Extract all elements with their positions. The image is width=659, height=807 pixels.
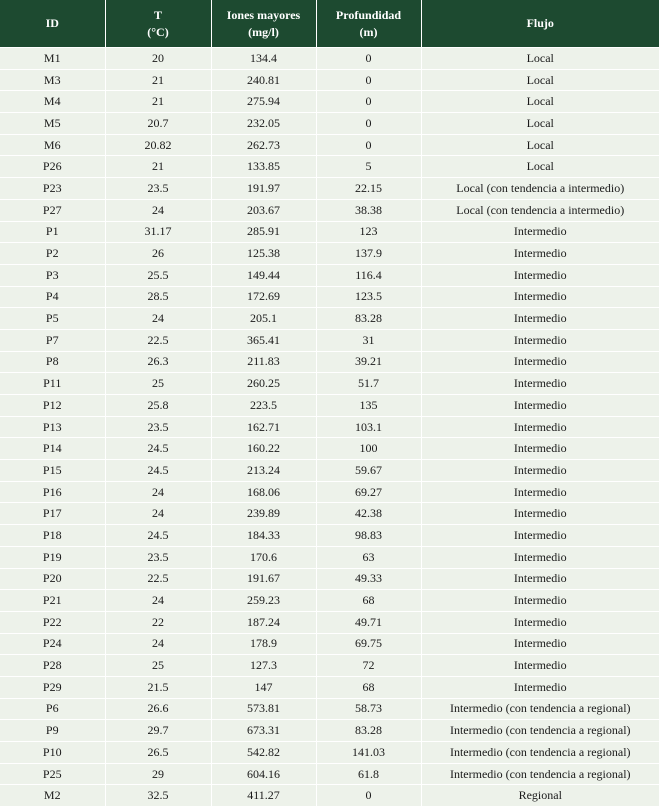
cell-id: P4 [0,286,105,308]
cell-id: P28 [0,655,105,677]
table-row [0,698,659,720]
cell-id: P19 [0,546,105,568]
cell-temperature: 25 [105,655,211,677]
cell-id: M2 [0,785,105,807]
cell-flow: Local [421,91,659,113]
table-row [0,590,659,612]
cell-depth: 49.33 [316,568,421,590]
cell-depth: 116.4 [316,264,421,286]
cell-depth: 38.38 [316,199,421,221]
cell-major-ions: 411.27 [211,785,316,807]
cell-temperature: 24 [105,481,211,503]
cell-id: P5 [0,308,105,330]
cell-temperature: 22.5 [105,568,211,590]
cell-id: P8 [0,351,105,373]
cell-temperature: 25 [105,373,211,395]
cell-id: P7 [0,329,105,351]
table-row [0,525,659,547]
cell-flow: Intermedio (con tendencia a regional) [421,742,659,764]
cell-id: P21 [0,590,105,612]
cell-major-ions: 259.23 [211,590,316,612]
cell-temperature: 23.5 [105,416,211,438]
table-row [0,416,659,438]
cell-depth: 72 [316,655,421,677]
cell-id: P27 [0,199,105,221]
cell-major-ions: 170.6 [211,546,316,568]
cell-major-ions: 285.91 [211,221,316,243]
cell-flow: Intermedio [421,373,659,395]
cell-flow: Intermedio [421,351,659,373]
cell-major-ions: 573.81 [211,698,316,720]
cell-depth: 58.73 [316,698,421,720]
cell-flow: Intermedio [421,416,659,438]
cell-flow: Intermedio [421,286,659,308]
cell-temperature: 24.5 [105,438,211,460]
cell-temperature: 24 [105,308,211,330]
table-row [0,373,659,395]
cell-major-ions: 542.82 [211,742,316,764]
cell-id: P18 [0,525,105,547]
table-row [0,611,659,633]
cell-major-ions: 172.69 [211,286,316,308]
cell-depth: 98.83 [316,525,421,547]
cell-flow: Intermedio [421,264,659,286]
cell-depth: 141.03 [316,742,421,764]
cell-flow: Intermedio (con tendencia a regional) [421,763,659,785]
cell-major-ions: 365.41 [211,329,316,351]
cell-temperature: 24 [105,633,211,655]
cell-flow: Intermedio [421,221,659,243]
cell-id: P29 [0,676,105,698]
cell-flow: Intermedio [421,395,659,417]
cell-flow: Intermedio [421,676,659,698]
cell-flow: Intermedio (con tendencia a regional) [421,720,659,742]
header-depth: Profundidad (m) [316,0,421,48]
cell-depth: 22.15 [316,178,421,200]
table-row [0,438,659,460]
cell-id: P25 [0,763,105,785]
cell-depth: 61.8 [316,763,421,785]
cell-id: P24 [0,633,105,655]
cell-depth: 123.5 [316,286,421,308]
cell-depth: 63 [316,546,421,568]
cell-major-ions: 604.16 [211,763,316,785]
cell-depth: 0 [316,91,421,113]
cell-temperature: 20.82 [105,134,211,156]
cell-flow: Local [421,69,659,91]
cell-temperature: 31.17 [105,221,211,243]
cell-flow: Intermedio [421,503,659,525]
cell-temperature: 24 [105,503,211,525]
header-row [0,0,659,48]
cell-temperature: 24 [105,199,211,221]
table-row [0,308,659,330]
cell-temperature: 26.3 [105,351,211,373]
cell-major-ions: 162.71 [211,416,316,438]
table-row [0,633,659,655]
cell-temperature: 28.5 [105,286,211,308]
cell-id: P14 [0,438,105,460]
cell-depth: 49.71 [316,611,421,633]
cell-flow: Intermedio [421,655,659,677]
cell-major-ions: 240.81 [211,69,316,91]
cell-id: P11 [0,373,105,395]
cell-depth: 42.38 [316,503,421,525]
cell-flow: Intermedio [421,438,659,460]
cell-depth: 83.28 [316,308,421,330]
cell-temperature: 29 [105,763,211,785]
cell-temperature: 20.7 [105,113,211,135]
cell-depth: 0 [316,785,421,807]
cell-flow: Local [421,134,659,156]
cell-major-ions: 133.85 [211,156,316,178]
cell-temperature: 21 [105,69,211,91]
cell-temperature: 22 [105,611,211,633]
cell-major-ions: 134.4 [211,48,316,70]
header-flow: Flujo [421,0,659,48]
cell-id: P17 [0,503,105,525]
header-major-ions: Iones mayores (mg/l) [211,0,316,48]
cell-major-ions: 275.94 [211,91,316,113]
cell-temperature: 21 [105,91,211,113]
cell-id: P20 [0,568,105,590]
cell-flow: Intermedio [421,546,659,568]
table-row [0,655,659,677]
cell-id: P15 [0,460,105,482]
cell-temperature: 24.5 [105,460,211,482]
table-row [0,286,659,308]
table-row [0,199,659,221]
cell-flow: Local [421,156,659,178]
cell-major-ions: 184.33 [211,525,316,547]
cell-major-ions: 211.83 [211,351,316,373]
cell-major-ions: 160.22 [211,438,316,460]
cell-id: P13 [0,416,105,438]
cell-flow: Intermedio [421,611,659,633]
cell-flow: Intermedio [421,481,659,503]
cell-depth: 83.28 [316,720,421,742]
table-row [0,568,659,590]
cell-id: M1 [0,48,105,70]
cell-temperature: 24 [105,590,211,612]
cell-major-ions: 125.38 [211,243,316,265]
cell-flow: Intermedio [421,633,659,655]
cell-depth: 0 [316,69,421,91]
cell-id: P9 [0,720,105,742]
cell-depth: 123 [316,221,421,243]
table-body [0,48,659,807]
cell-temperature: 32.5 [105,785,211,807]
cell-id: M4 [0,91,105,113]
cell-flow: Local [421,48,659,70]
cell-major-ions: 223.5 [211,395,316,417]
cell-major-ions: 191.97 [211,178,316,200]
cell-depth: 59.67 [316,460,421,482]
cell-major-ions: 168.06 [211,481,316,503]
cell-depth: 100 [316,438,421,460]
cell-temperature: 21.5 [105,676,211,698]
cell-major-ions: 191.67 [211,568,316,590]
cell-depth: 51.7 [316,373,421,395]
cell-temperature: 24.5 [105,525,211,547]
cell-depth: 137.9 [316,243,421,265]
table-row [0,785,659,807]
cell-flow: Intermedio [421,243,659,265]
cell-flow: Intermedio [421,329,659,351]
cell-id: P16 [0,481,105,503]
cell-depth: 5 [316,156,421,178]
cell-temperature: 23.5 [105,178,211,200]
cell-depth: 31 [316,329,421,351]
cell-flow: Local (con tendencia a intermedio) [421,178,659,200]
cell-major-ions: 178.9 [211,633,316,655]
cell-major-ions: 213.24 [211,460,316,482]
cell-flow: Intermedio [421,590,659,612]
header-temperature: T (°C) [105,0,211,48]
cell-id: P2 [0,243,105,265]
cell-major-ions: 127.3 [211,655,316,677]
table-row [0,329,659,351]
table-row [0,243,659,265]
cell-id: P6 [0,698,105,720]
cell-id: M3 [0,69,105,91]
cell-id: P3 [0,264,105,286]
cell-depth: 0 [316,48,421,70]
cell-depth: 0 [316,113,421,135]
table-row [0,264,659,286]
table-row [0,481,659,503]
cell-major-ions: 149.44 [211,264,316,286]
cell-id: P10 [0,742,105,764]
table-row [0,48,659,70]
cell-depth: 103.1 [316,416,421,438]
cell-temperature: 23.5 [105,546,211,568]
cell-major-ions: 673.31 [211,720,316,742]
cell-temperature: 29.7 [105,720,211,742]
cell-flow: Local [421,113,659,135]
cell-flow: Regional [421,785,659,807]
cell-depth: 69.27 [316,481,421,503]
cell-depth: 68 [316,676,421,698]
cell-major-ions: 187.24 [211,611,316,633]
cell-major-ions: 260.25 [211,373,316,395]
cell-major-ions: 205.1 [211,308,316,330]
cell-flow: Intermedio [421,460,659,482]
cell-temperature: 26.5 [105,742,211,764]
cell-flow: Intermedio [421,308,659,330]
cell-depth: 39.21 [316,351,421,373]
table-row [0,460,659,482]
cell-depth: 0 [316,134,421,156]
table-row [0,156,659,178]
cell-id: P1 [0,221,105,243]
table-row [0,676,659,698]
table-row [0,763,659,785]
cell-major-ions: 262.73 [211,134,316,156]
cell-major-ions: 203.67 [211,199,316,221]
cell-depth: 69.75 [316,633,421,655]
table-row [0,91,659,113]
cell-temperature: 21 [105,156,211,178]
cell-id: M5 [0,113,105,135]
cell-major-ions: 239.89 [211,503,316,525]
table-row [0,546,659,568]
cell-flow: Local (con tendencia a intermedio) [421,199,659,221]
cell-id: P26 [0,156,105,178]
cell-major-ions: 232.05 [211,113,316,135]
table-row [0,113,659,135]
table-row [0,742,659,764]
header-id: ID [0,0,105,48]
cell-id: P22 [0,611,105,633]
cell-id: P23 [0,178,105,200]
table-row [0,134,659,156]
cell-temperature: 25.8 [105,395,211,417]
table-row [0,720,659,742]
cell-temperature: 20 [105,48,211,70]
cell-id: P12 [0,395,105,417]
cell-id: M6 [0,134,105,156]
cell-temperature: 26.6 [105,698,211,720]
table-row [0,221,659,243]
cell-flow: Intermedio [421,568,659,590]
cell-temperature: 26 [105,243,211,265]
table-header [0,0,659,48]
table-row [0,351,659,373]
cell-depth: 68 [316,590,421,612]
table-row [0,178,659,200]
cell-flow: Intermedio [421,525,659,547]
cell-major-ions: 147 [211,676,316,698]
cell-temperature: 25.5 [105,264,211,286]
cell-temperature: 22.5 [105,329,211,351]
table-row [0,395,659,417]
table-row [0,69,659,91]
cell-depth: 135 [316,395,421,417]
table-row [0,503,659,525]
cell-flow: Intermedio (con tendencia a regional) [421,698,659,720]
